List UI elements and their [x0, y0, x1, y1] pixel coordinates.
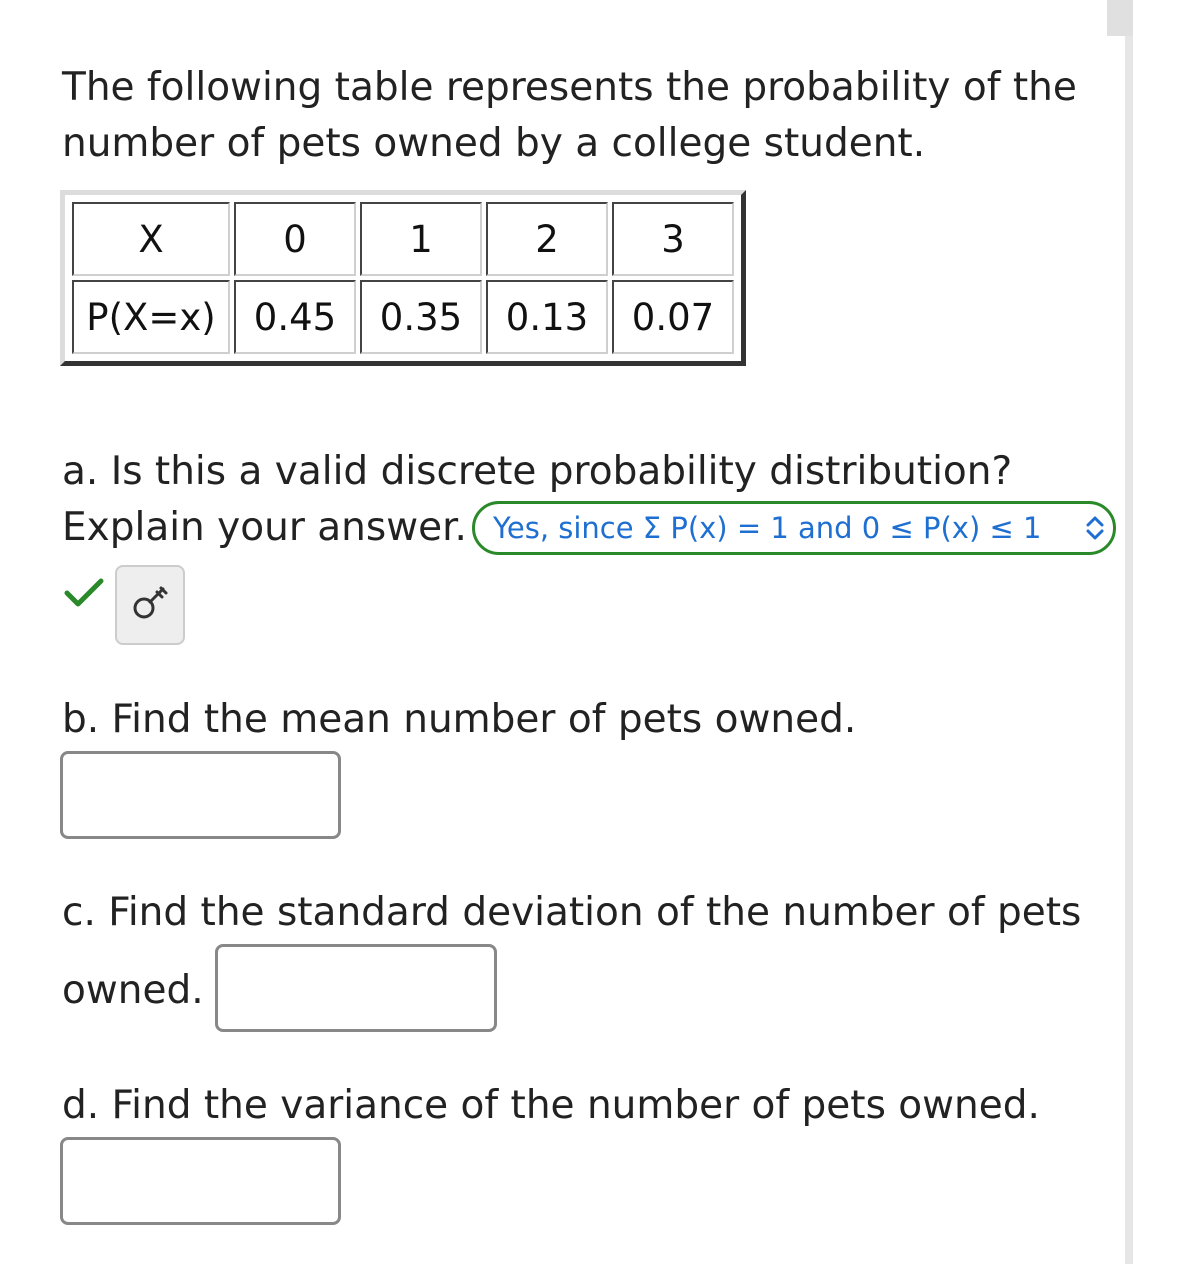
- key-button[interactable]: [115, 565, 185, 645]
- question-a-text: a. Is this a valid discrete probability distribution?: [62, 449, 1013, 494]
- table-cell-probability: 0.13: [486, 280, 608, 354]
- table-cell-probability: 0.07: [612, 280, 734, 354]
- table-cell-x: 0: [234, 202, 356, 276]
- table-cell-x: 2: [486, 202, 608, 276]
- table-cell-x: 1: [360, 202, 482, 276]
- table-cell-x: 3: [612, 202, 734, 276]
- scrollbar-track[interactable]: [1125, 0, 1133, 1264]
- key-icon: [130, 583, 170, 627]
- correct-check-icon: [64, 578, 104, 608]
- scrollbar-thumb[interactable]: [1107, 0, 1133, 36]
- question-c-text-continued: owned.: [62, 968, 204, 1013]
- table-cell-probability: 0.45: [234, 280, 356, 354]
- table-header-probability: P(X=x): [72, 280, 230, 354]
- probability-table: [60, 190, 746, 366]
- question-d-text: d. Find the variance of the number of pets owned.: [62, 1083, 1040, 1128]
- question-c-text: c. Find the standard deviation of the number of pets: [62, 890, 1082, 935]
- answer-a-selected: Yes, since Σ P(x) = 1 and 0 ≤ P(x) ≤ 1: [493, 511, 1042, 545]
- table-header-x: X: [72, 202, 230, 276]
- table-cell-probability: 0.35: [360, 280, 482, 354]
- variance-answer-input[interactable]: [60, 1137, 341, 1225]
- chevron-up-down-icon: [1077, 508, 1113, 548]
- table-row-probability: [72, 280, 734, 354]
- answer-a-dropdown[interactable]: [472, 501, 1116, 555]
- mean-answer-input[interactable]: [60, 751, 341, 839]
- intro-text: The following table represents the probability of the number of pets owned by a college student.: [62, 65, 1077, 166]
- question-a-prompt: Explain your answer.: [62, 505, 467, 550]
- std-dev-answer-input[interactable]: [215, 944, 497, 1032]
- question-b-text: b. Find the mean number of pets owned.: [62, 697, 857, 742]
- table-row-x: [72, 202, 734, 276]
